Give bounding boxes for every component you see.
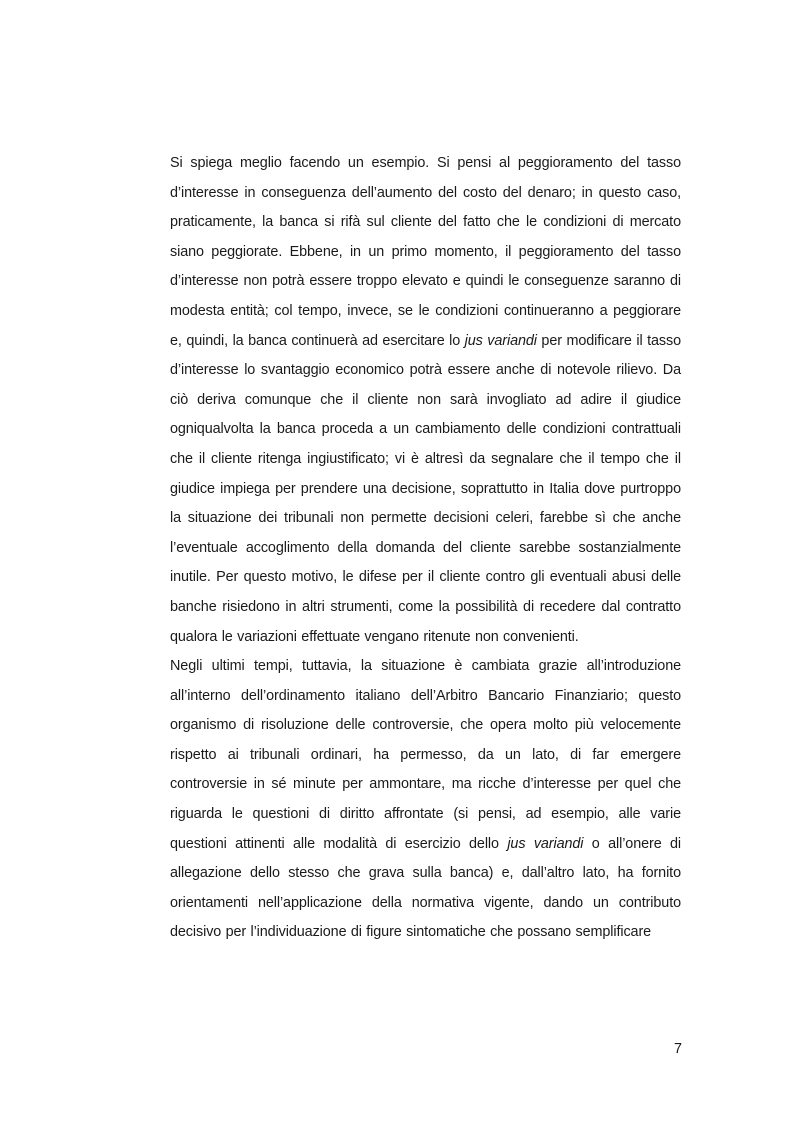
paragraph-2-text-a: Negli ultimi tempi, tuttavia, la situazione è cambiata grazie all’introduzione all’interno dell’ordinamento italiano dell’Arbitro Bancario Finanziario; questo organismo di risoluzione delle controversie, che opera molto più velocemente rispetto ai tribunali ordinari, ha permesso, da un lato, di far emergere controversie in sé minute per ammontare, ma ricche d’interesse per quel che riguarda le questioni di diritto affrontate (si pensi, ad esempio, alle varie questioni attinenti alle modalità di esercizio dello: [170, 658, 681, 852]
paragraph-1: [170, 149, 681, 652]
paragraph-2-text-b: o all’onere di allegazione dello stesso che grava sulla banca) e, dall’altro lato, ha fornito orientamenti nell’applicazione della normativa vigente, dando un contributo decisivo per l’individuazione di figure sintomatiche che possano semplificare: [170, 835, 681, 941]
paragraph-2: [170, 652, 681, 948]
paragraph-2-italic-term: jus variandi: [507, 835, 584, 852]
paragraph-1-italic-term: jus variandi: [464, 332, 537, 349]
body-text: [170, 149, 681, 948]
paragraph-1-text-b: per modificare il tasso d’interesse lo svantaggio economico potrà essere anche di notevole rilievo. Da ciò deriva comunque che il cliente non sarà invogliato ad adire il giudice ogniqualvolta la banca proceda a un cambiamento delle condizioni contrattuali che il cliente ritenga ingiustificato; vi è altresì da segnalare che il tempo che il giudice impiega per prendere una decisione, soprattutto in Italia dove purtroppo la situazione dei tribunali non permette decisioni celeri, farebbe sì che anche l’eventuale accoglimento della domanda del cliente sarebbe sostanzialmente inutile. Per questo motivo, le difese per il cliente contro gli eventuali abusi delle banche risiedono in altri strumenti, come la possibilità di recedere dal contratto qualora le variazioni effettuate vengano ritenute non convenienti.: [170, 332, 681, 645]
paragraph-1-text-a: Si spiega meglio facendo un esempio. Si pensi al peggioramento del tasso d’interesse in conseguenza dell’aumento del costo del denaro; in questo caso, praticamente, la banca si rifà sul cliente del fatto che le condizioni di mercato siano peggiorate. Ebbene, in un primo momento, il peggioramento del tasso d’interesse non potrà essere troppo elevato e quindi le conseguenze saranno di modesta entità; col tempo, invece, se le condizioni continueranno a peggiorare e, quindi, la banca continuerà ad esercitare lo: [170, 155, 681, 349]
page-number: 7: [673, 1041, 682, 1057]
